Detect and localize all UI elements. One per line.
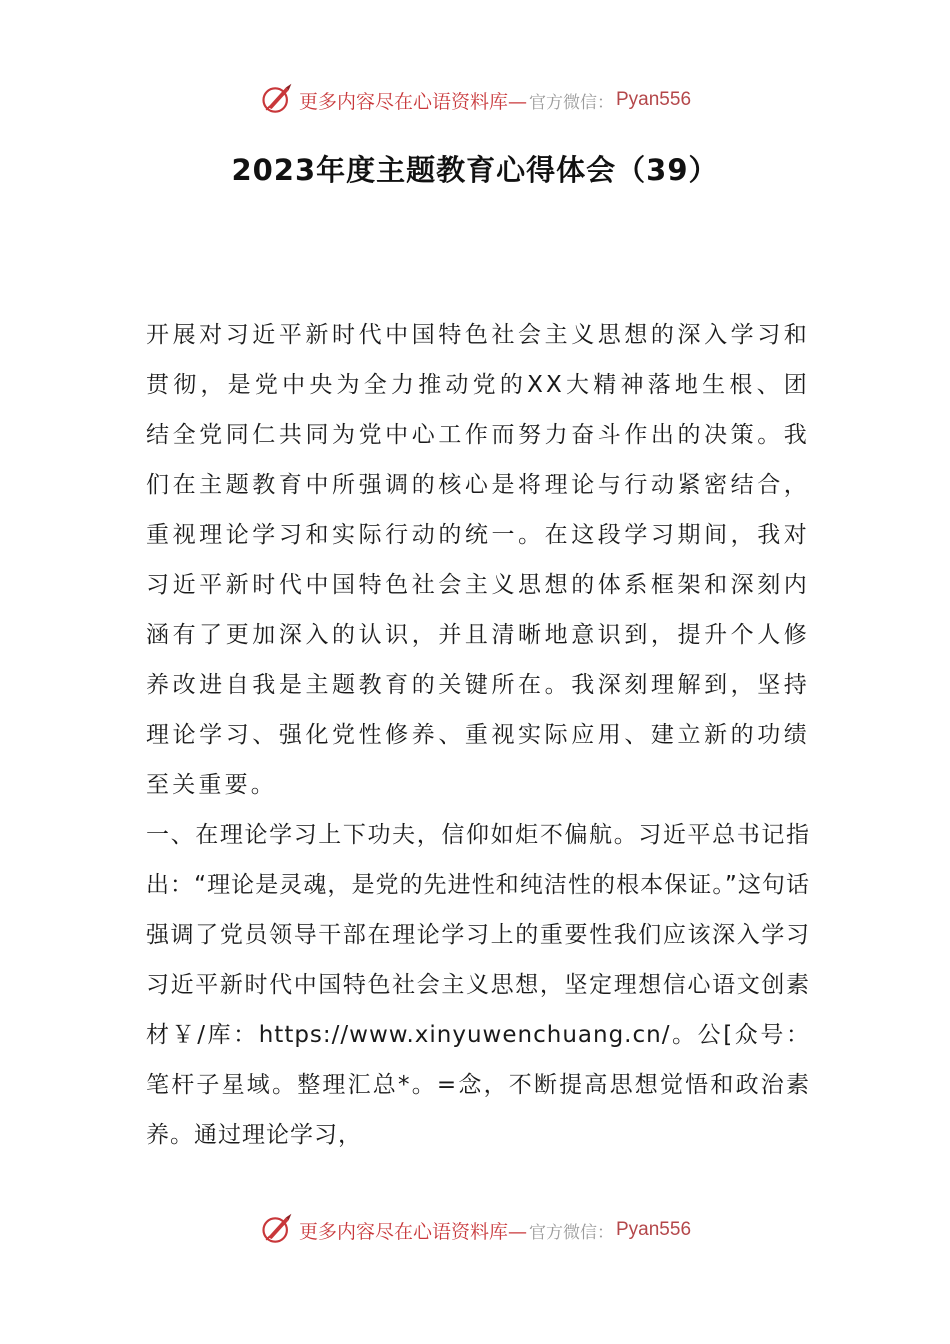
footer-banner bbox=[0, 1210, 950, 1250]
paragraph: 一、在理论学习上下功夫，信仰如炬不偏航。习近平总书记指出：“理论是灵魂，是党的先进性和纯洁性的根本保证。”这句话强调了党员领导干部在理论学习上的重要性我们应该深入学习习近平新时代中国特色社会主义思想，坚定理想信心语文创素材￥/库：https://www.xinyuwenchuang.cn/。公[众号：笔杆子星域。整理汇总*。=念，不断提高思想觉悟和政治素养。通过理论学习， bbox=[146, 822, 810, 1148]
header-banner bbox=[0, 80, 950, 120]
banner-text: 更多内容尽在心语资料库— bbox=[298, 90, 527, 113]
banner-text: 更多内容尽在心语资料库— bbox=[298, 1220, 527, 1243]
document-body bbox=[146, 310, 810, 1160]
document-title: 2023年度主题教育心得体会（39） bbox=[231, 153, 719, 187]
paragraph: 开展对习近平新时代中国特色社会主义思想的深入学习和贯彻，是党中央为全力推动党的XX大精神落地生根、团结全党同仁共同为党中心工作而努力奋斗作出的决策。我们在主题教育中所强调的核心是将理论与行动紧密结合，重视理论学习和实际行动的统一。在这段学习期间，我对习近平新时代中国特色社会主义思想的体系框架和深刻内涵有了更加深入的认识，并且清晰地意识到，提升个人修养改进自我是主题教育的关键所在。我深刻理解到，坚持理论学习、强化党性修养、重视实际应用、建立新的功绩至关重要。 bbox=[146, 322, 810, 798]
quill-pen-logo-icon bbox=[259, 1212, 295, 1248]
banner-account: Pyan556 bbox=[616, 89, 692, 110]
banner-account: Pyan556 bbox=[616, 1219, 692, 1240]
banner-wechat-label: 官方微信： bbox=[529, 92, 614, 113]
banner-wechat-label: 官方微信： bbox=[529, 1222, 614, 1243]
quill-pen-logo-icon bbox=[259, 82, 295, 118]
